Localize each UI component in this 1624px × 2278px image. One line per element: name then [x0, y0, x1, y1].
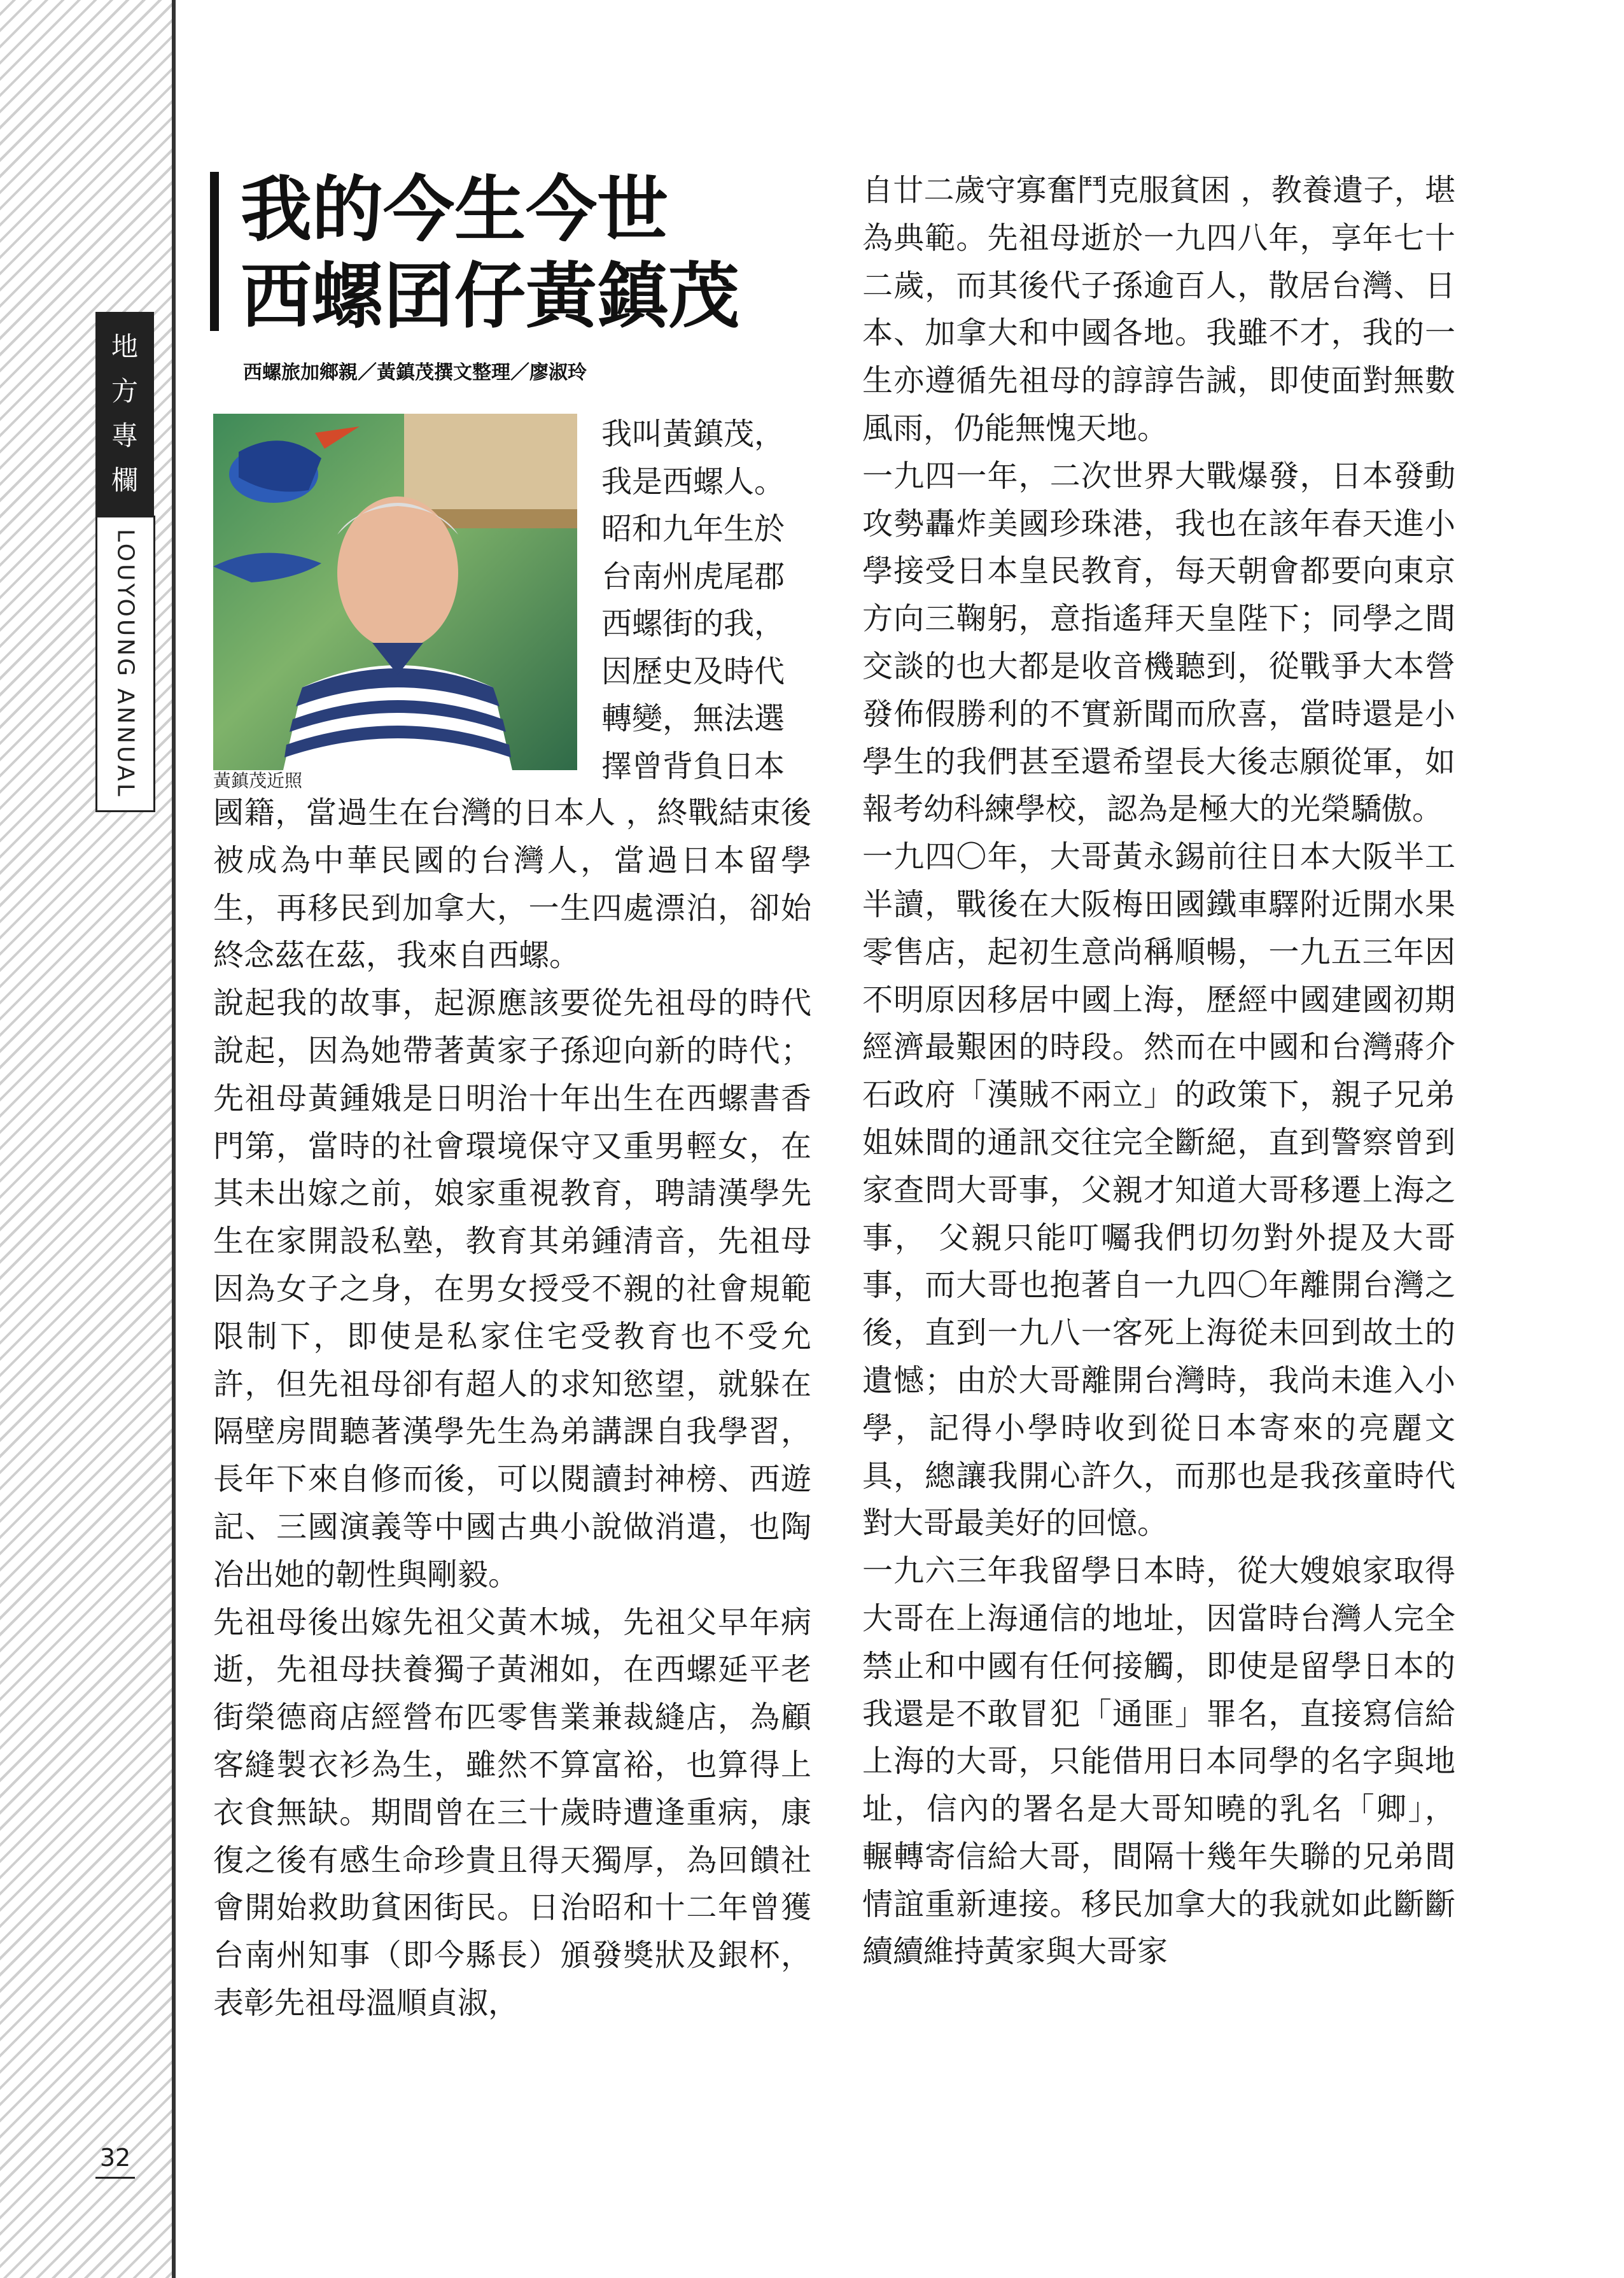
intro-lines: [601, 411, 811, 790]
right-column: [862, 167, 1455, 1976]
intro-line: 昭和九年生於: [601, 511, 785, 547]
section-char: 方: [111, 376, 138, 407]
body-paragraph: 先祖母後出嫁先祖父黃木城，先祖父早年病逝，先祖母扶養獨子黃湘如，在西螺延平老街榮德商店經營布匹零售業兼裁縫店，為顧客縫製衣衫為生，雖然不算富裕，也算得上衣食無缺。期間曾在三十歲時遭逢重病，康復之後有感生命珍貴且得天獨厚，為回饋社會開始救助貧困街民。日治昭和十二年曾獲台南州知事（即今縣長）頒發獎狀及銀杯，表彰先祖母溫順貞淑，: [213, 1604, 811, 2021]
left-column: [213, 789, 811, 2027]
title-accent-bar: [210, 172, 219, 331]
section-char: 地: [111, 331, 138, 362]
section-char: 專: [111, 420, 138, 451]
intro-line: 轉變，無法選: [601, 701, 785, 736]
body-paragraph: 說起我的故事，起源應該要從先祖母的時代說起，因為她帶著黃家子孫迎向新的時代；先祖母黃鍾娥是日明治十年出生在西螺書香門第，當時的社會環境保守又重男輕女，在其未出嫁之前，娘家重視教育，聘請漢學先生在家開設私塾，教育其弟鍾清音，先祖母因為女子之身，在男女授受不親的社會規範限制下，即使是私家住宅受教育也不受允許，但先祖母卻有超人的求知慾望，就躲在隔壁房間聽著漢學先生為弟講課自我學習，長年下來自修而後，可以閱讀封神榜、西遊記、三國演義等中國古典小說做消遣，也陶冶出她的韌性與剛毅。: [213, 985, 811, 1592]
photo-caption: 黃鎮茂近照: [213, 770, 303, 791]
title-line: 西螺囝仔黃鎮茂: [241, 255, 739, 338]
body-paragraph: 國籍，當過生在台灣的日本人 ，終戰結束後被成為中華民國的台灣人，當過日本留學生，再移民到加拿大，一生四處漂泊，卻始終念茲在茲，我來自西螺。: [213, 795, 811, 974]
article-title: [241, 167, 813, 340]
intro-line: 擇曾背負日本: [601, 748, 785, 784]
title-line: 我的今生今世: [241, 168, 668, 251]
byline: 西螺旅加鄉親／黃鎮茂撰文整理／廖淑玲: [243, 362, 587, 384]
intro-line: 西螺街的我，: [601, 606, 785, 642]
intro-line: 台南州虎尾郡: [601, 558, 785, 594]
author-photo-image: [213, 414, 577, 770]
body-paragraph: 自廿二歲守寡奮鬥克服貧困 ，教養遺子，堪為典範。先祖母逝於一九四八年，享年七十二歲，而其後代子孫逾百人，散居台灣、日本、加拿大和中國各地。我雖不才，我的一生亦遵循先祖母的諄諄告誡，即使面對無數風雨，仍能無愧天地。: [862, 172, 1455, 446]
body-paragraph: 一九六三年我留學日本時，從大嫂娘家取得大哥在上海通信的地址，因當時台灣人完全禁止和中國有任何接觸，即使是留學日本的我還是不敢冒犯「通匪」罪名，直接寫信給上海的大哥，只能借用日本同學的名字與地址，信內的署名是大哥知曉的乳名「卿」，輾轉寄信給大哥，間隔十幾年失聯的兄弟間情誼重新連接。移民加拿大的我就如此斷斷續續維持黃家與大哥家: [862, 1553, 1455, 1970]
body-paragraph: 一九四〇年，大哥黃永錫前往日本大阪半工半讀，戰後在大阪梅田國鐵車驛附近開水果零售店，起初生意尚稱順暢，一九五三年因不明原因移居中國上海，歷經中國建國初期經濟最艱困的時段。然而在中國和台灣蔣介石政府「漢賊不兩立」的政策下，親子兄弟姐妹間的通訊交往完全斷絕，直到警察曾到家查問大哥事，父親才知道大哥移遷上海之事， 父親只能叮囑我們切勿對外提及大哥事，而大哥也抱著自一九四〇年離開台灣之後，直到一九八一客死上海從未回到故土的遺憾；由於大哥離開台灣時，我尚未進入小學，記得小學時收到從日本寄來的亮麗文具，總讓我開心許久，而那也是我孩童時代對大哥最美好的回憶。: [862, 839, 1455, 1542]
author-photo: [213, 414, 577, 770]
intro-line: 我叫黃鎮茂，: [601, 416, 785, 452]
body-paragraph: 一九四一年，二次世界大戰爆發，日本發動攻勢轟炸美國珍珠港，我也在該年春天進小學接受日本皇民教育，每天朝會都要向東京方向三鞠躬，意指遙拜天皇陛下；同學之間交談的也大都是收音機聽到，從戰爭大本營發佈假勝利的不實新聞而欣喜，當時還是小學生的我們甚至還希望長大後志願從軍，如報考幼科練學校，認為是極大的光榮驕傲。: [862, 458, 1455, 827]
intro-line: 因歷史及時代: [601, 653, 785, 689]
section-tab: [95, 312, 154, 516]
page-number: 32: [95, 2139, 135, 2179]
margin-rule: [172, 0, 176, 2278]
magazine-name-box: [95, 516, 155, 812]
section-char: 欄: [111, 465, 138, 496]
magazine-name: LOUYOUNG ANNUAL: [112, 529, 139, 799]
intro-line: 我是西螺人。: [601, 463, 785, 500]
